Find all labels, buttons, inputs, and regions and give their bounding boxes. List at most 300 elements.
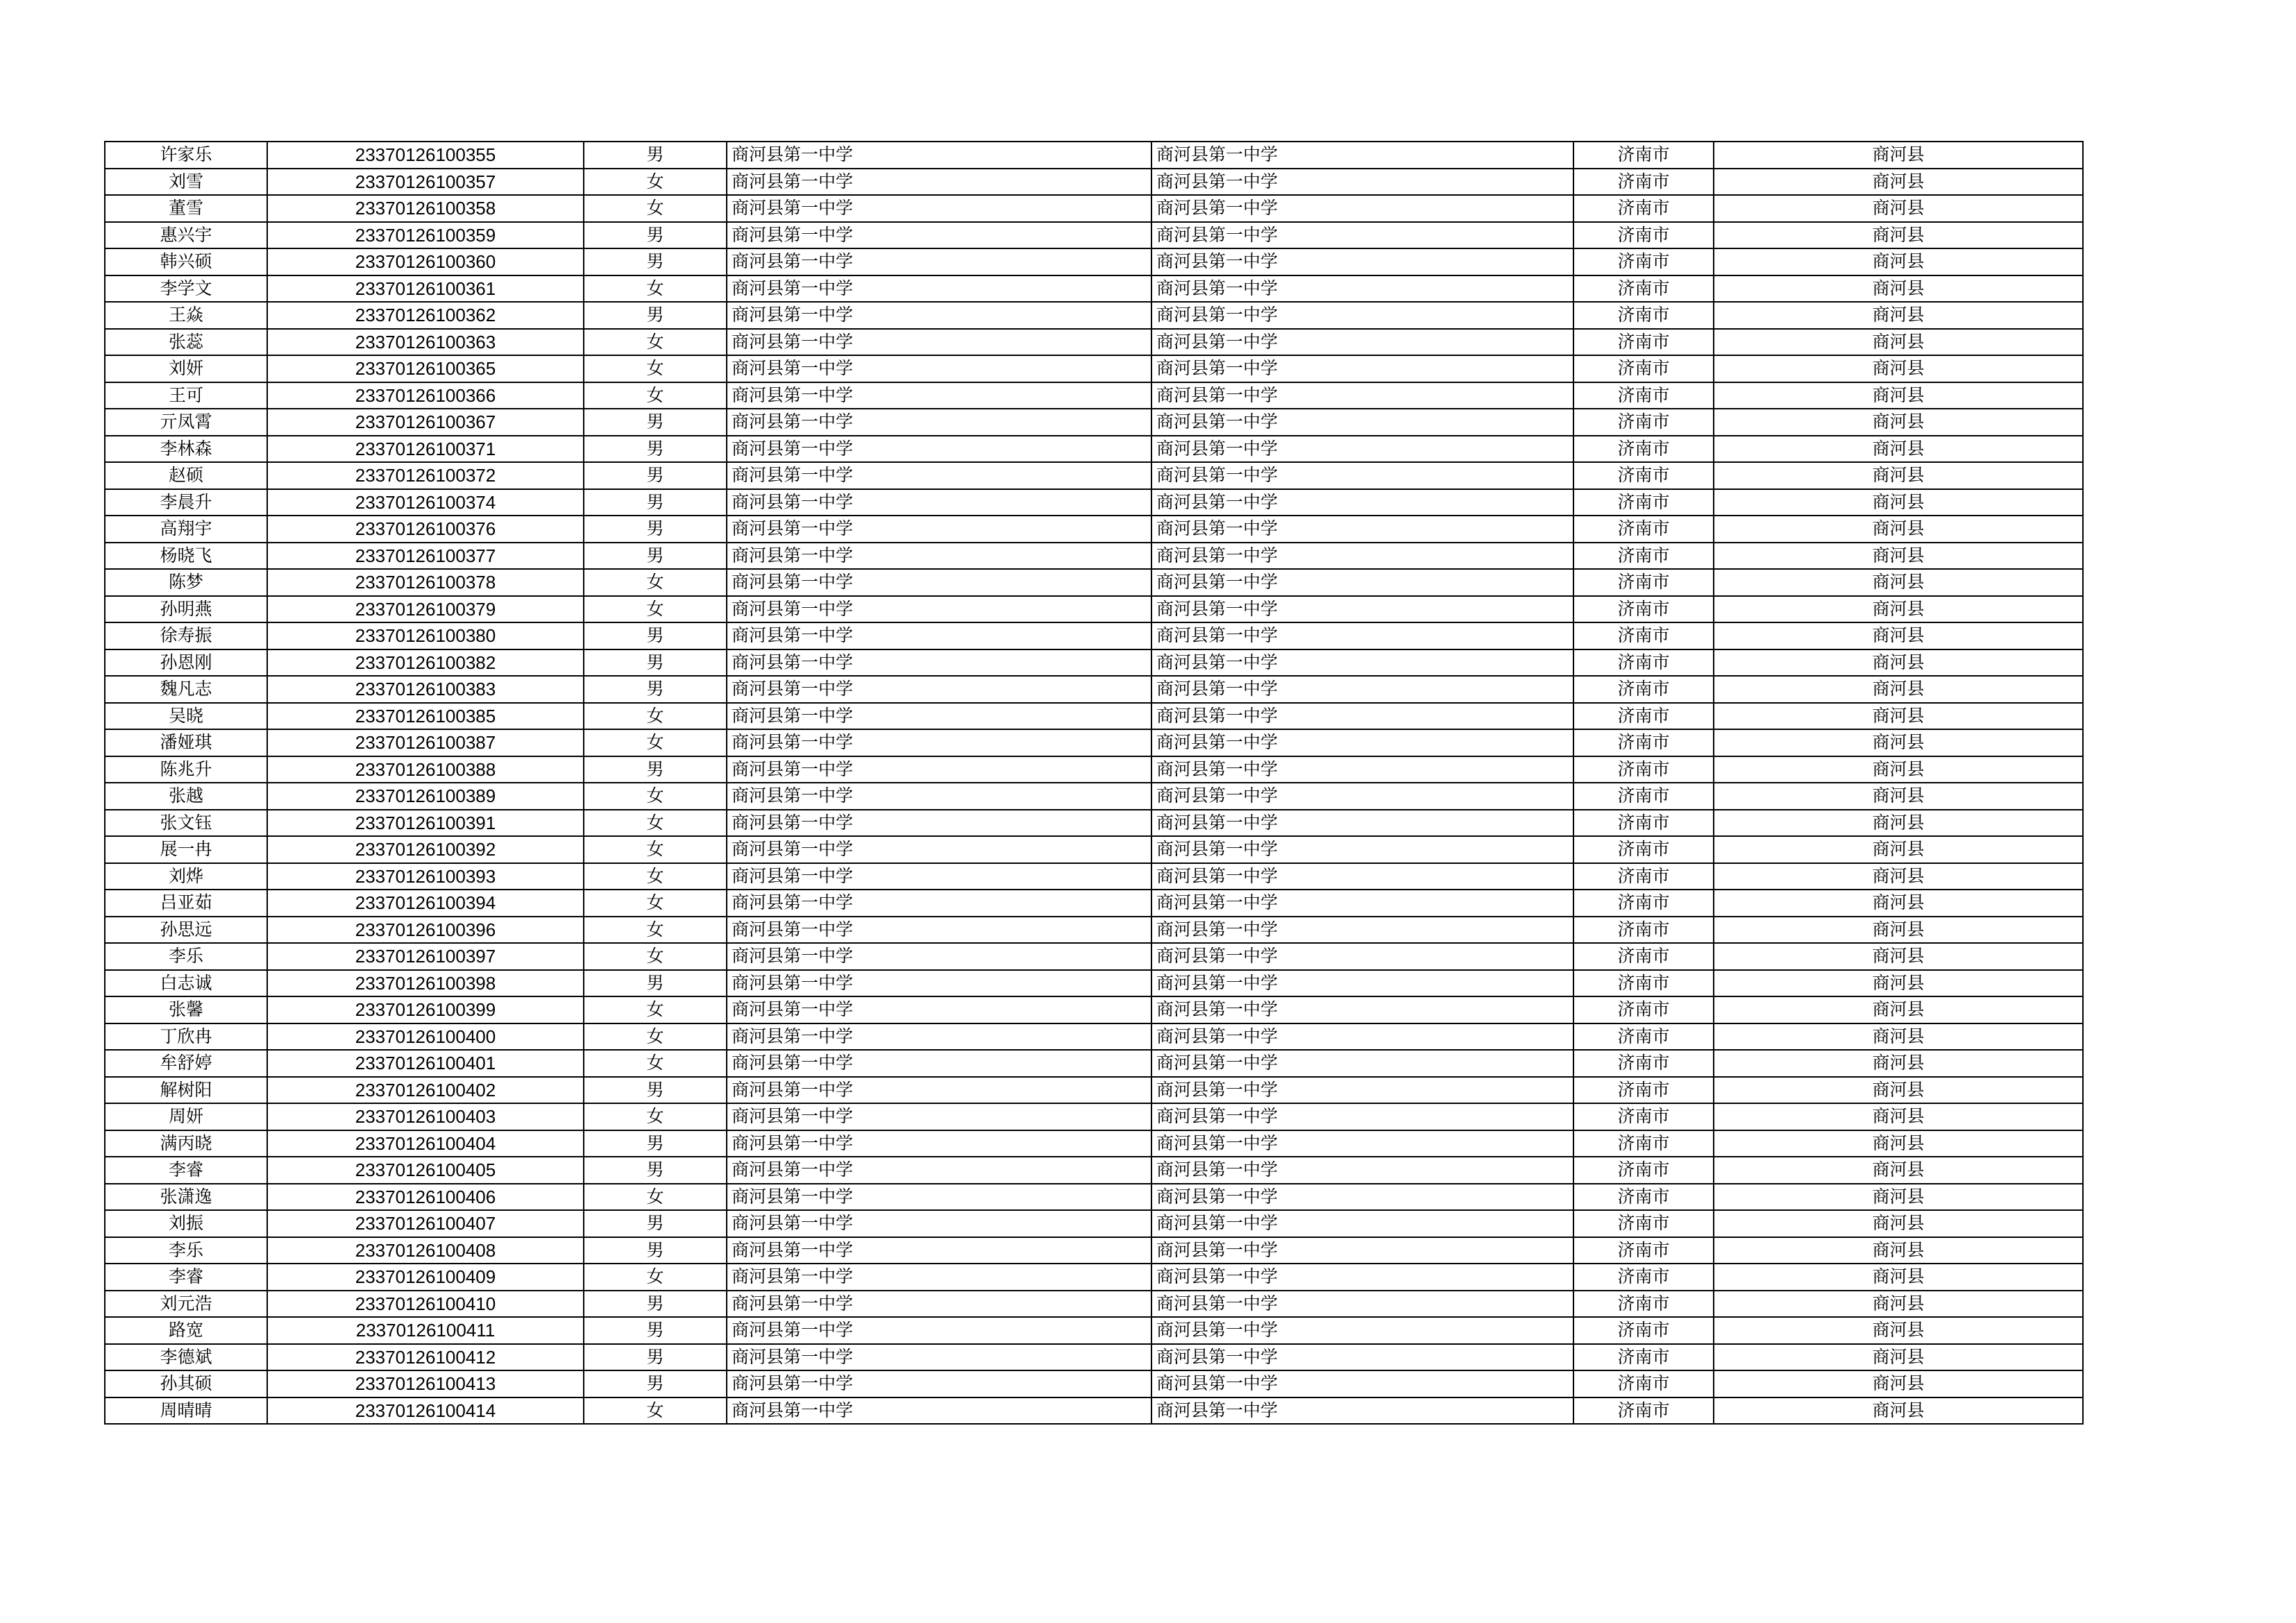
school-cell: 商河县第一中学 (727, 1157, 1151, 1184)
city-cell: 济南市 (1573, 1264, 1714, 1291)
school-cell: 商河县第一中学 (727, 302, 1151, 329)
county-cell: 商河县 (1714, 649, 2083, 677)
table-row (105, 1264, 2083, 1291)
county-cell: 商河县 (1714, 1317, 2083, 1344)
name-cell: 张文钰 (105, 810, 267, 837)
graduation-school-cell: 商河县第一中学 (1151, 810, 1573, 837)
gender-cell: 男 (584, 1157, 727, 1184)
school-cell: 商河县第一中学 (727, 1210, 1151, 1237)
exam-id-cell: 23370126100405 (267, 1157, 584, 1184)
graduation-school-cell: 商河县第一中学 (1151, 1050, 1573, 1077)
name-cell: 张馨 (105, 996, 267, 1023)
gender-cell: 女 (584, 1264, 727, 1291)
gender-cell: 女 (584, 943, 727, 970)
gender-cell: 男 (584, 756, 727, 783)
city-cell: 济南市 (1573, 569, 1714, 596)
county-cell: 商河县 (1714, 409, 2083, 436)
graduation-school-cell: 商河县第一中学 (1151, 1264, 1573, 1291)
exam-id-cell: 23370126100409 (267, 1264, 584, 1291)
school-cell: 商河县第一中学 (727, 436, 1151, 463)
exam-id-cell: 23370126100403 (267, 1103, 584, 1130)
graduation-school-cell: 商河县第一中学 (1151, 943, 1573, 970)
county-cell: 商河县 (1714, 783, 2083, 810)
gender-cell: 男 (584, 1130, 727, 1157)
school-cell: 商河县第一中学 (727, 248, 1151, 275)
city-cell: 济南市 (1573, 703, 1714, 730)
graduation-school-cell: 商河县第一中学 (1151, 756, 1573, 783)
gender-cell: 男 (584, 1237, 727, 1264)
table-row (105, 543, 2083, 570)
graduation-school-cell: 商河县第一中学 (1151, 1370, 1573, 1397)
table-row (105, 703, 2083, 730)
exam-id-cell: 23370126100407 (267, 1210, 584, 1237)
school-cell: 商河县第一中学 (727, 783, 1151, 810)
graduation-school-cell: 商河县第一中学 (1151, 382, 1573, 409)
exam-id-cell: 23370126100391 (267, 810, 584, 837)
city-cell: 济南市 (1573, 543, 1714, 570)
county-cell: 商河县 (1714, 1184, 2083, 1211)
table-row (105, 409, 2083, 436)
table-row (105, 275, 2083, 303)
exam-id-cell: 23370126100380 (267, 622, 584, 649)
graduation-school-cell: 商河县第一中学 (1151, 1130, 1573, 1157)
city-cell: 济南市 (1573, 489, 1714, 516)
graduation-school-cell: 商河县第一中学 (1151, 1157, 1573, 1184)
table-row (105, 1023, 2083, 1051)
city-cell: 济南市 (1573, 836, 1714, 863)
school-cell: 商河县第一中学 (727, 810, 1151, 837)
exam-id-cell: 23370126100400 (267, 1023, 584, 1051)
exam-id-cell: 23370126100412 (267, 1344, 584, 1371)
exam-id-cell: 23370126100359 (267, 222, 584, 249)
name-cell: 孙明燕 (105, 596, 267, 623)
name-cell: 牟舒婷 (105, 1050, 267, 1077)
graduation-school-cell: 商河县第一中学 (1151, 1397, 1573, 1425)
table-row (105, 142, 2083, 169)
school-cell: 商河县第一中学 (727, 275, 1151, 303)
school-cell: 商河县第一中学 (727, 1077, 1151, 1104)
name-cell: 孙思远 (105, 917, 267, 944)
exam-id-cell: 23370126100385 (267, 703, 584, 730)
school-cell: 商河县第一中学 (727, 569, 1151, 596)
graduation-school-cell: 商河县第一中学 (1151, 1103, 1573, 1130)
graduation-school-cell: 商河县第一中学 (1151, 248, 1573, 275)
city-cell: 济南市 (1573, 382, 1714, 409)
city-cell: 济南市 (1573, 996, 1714, 1023)
county-cell: 商河县 (1714, 169, 2083, 196)
exam-id-cell: 23370126100355 (267, 142, 584, 169)
city-cell: 济南市 (1573, 1157, 1714, 1184)
table-row (105, 489, 2083, 516)
school-cell: 商河县第一中学 (727, 1023, 1151, 1051)
name-cell: 李林森 (105, 436, 267, 463)
school-cell: 商河县第一中学 (727, 1264, 1151, 1291)
table-row (105, 1210, 2083, 1237)
gender-cell: 男 (584, 436, 727, 463)
name-cell: 王可 (105, 382, 267, 409)
county-cell: 商河县 (1714, 462, 2083, 489)
exam-id-cell: 23370126100401 (267, 1050, 584, 1077)
table-row (105, 195, 2083, 222)
name-cell: 李德斌 (105, 1344, 267, 1371)
city-cell: 济南市 (1573, 729, 1714, 756)
table-row (105, 222, 2083, 249)
city-cell: 济南市 (1573, 970, 1714, 997)
school-cell: 商河县第一中学 (727, 836, 1151, 863)
table-row (105, 863, 2083, 890)
exam-id-cell: 23370126100392 (267, 836, 584, 863)
graduation-school-cell: 商河县第一中学 (1151, 783, 1573, 810)
graduation-school-cell: 商河县第一中学 (1151, 462, 1573, 489)
school-cell: 商河县第一中学 (727, 1103, 1151, 1130)
city-cell: 济南市 (1573, 302, 1714, 329)
graduation-school-cell: 商河县第一中学 (1151, 1237, 1573, 1264)
county-cell: 商河县 (1714, 1264, 2083, 1291)
exam-id-cell: 23370126100379 (267, 596, 584, 623)
graduation-school-cell: 商河县第一中学 (1151, 436, 1573, 463)
gender-cell: 女 (584, 1103, 727, 1130)
city-cell: 济南市 (1573, 1210, 1714, 1237)
exam-id-cell: 23370126100393 (267, 863, 584, 890)
school-cell: 商河县第一中学 (727, 970, 1151, 997)
city-cell: 济南市 (1573, 275, 1714, 303)
city-cell: 济南市 (1573, 676, 1714, 703)
name-cell: 杨晓飞 (105, 543, 267, 570)
graduation-school-cell: 商河县第一中学 (1151, 729, 1573, 756)
county-cell: 商河县 (1714, 1130, 2083, 1157)
graduation-school-cell: 商河县第一中学 (1151, 1184, 1573, 1211)
name-cell: 李晨升 (105, 489, 267, 516)
city-cell: 济南市 (1573, 1077, 1714, 1104)
county-cell: 商河县 (1714, 1077, 2083, 1104)
exam-id-cell: 23370126100397 (267, 943, 584, 970)
school-cell: 商河县第一中学 (727, 409, 1151, 436)
gender-cell: 女 (584, 569, 727, 596)
exam-id-cell: 23370126100394 (267, 890, 584, 917)
name-cell: 白志诚 (105, 970, 267, 997)
city-cell: 济南市 (1573, 596, 1714, 623)
graduation-school-cell: 商河县第一中学 (1151, 569, 1573, 596)
name-cell: 刘振 (105, 1210, 267, 1237)
table-row (105, 596, 2083, 623)
county-cell: 商河县 (1714, 1157, 2083, 1184)
table-row (105, 729, 2083, 756)
gender-cell: 女 (584, 169, 727, 196)
city-cell: 济南市 (1573, 863, 1714, 890)
gender-cell: 男 (584, 302, 727, 329)
school-cell: 商河县第一中学 (727, 863, 1151, 890)
county-cell: 商河县 (1714, 516, 2083, 543)
school-cell: 商河县第一中学 (727, 649, 1151, 677)
name-cell: 李乐 (105, 1237, 267, 1264)
school-cell: 商河县第一中学 (727, 1370, 1151, 1397)
exam-id-cell: 23370126100404 (267, 1130, 584, 1157)
graduation-school-cell: 商河县第一中学 (1151, 355, 1573, 382)
name-cell: 刘妍 (105, 355, 267, 382)
gender-cell: 男 (584, 1077, 727, 1104)
graduation-school-cell: 商河县第一中学 (1151, 195, 1573, 222)
table-row (105, 970, 2083, 997)
county-cell: 商河县 (1714, 970, 2083, 997)
gender-cell: 女 (584, 275, 727, 303)
table-row (105, 1103, 2083, 1130)
city-cell: 济南市 (1573, 783, 1714, 810)
county-cell: 商河县 (1714, 1023, 2083, 1051)
exam-id-cell: 23370126100372 (267, 462, 584, 489)
table-row (105, 1130, 2083, 1157)
table-row (105, 1157, 2083, 1184)
exam-id-cell: 23370126100367 (267, 409, 584, 436)
county-cell: 商河县 (1714, 729, 2083, 756)
county-cell: 商河县 (1714, 248, 2083, 275)
table-row (105, 382, 2083, 409)
city-cell: 济南市 (1573, 1370, 1714, 1397)
table-row (105, 836, 2083, 863)
exam-id-cell: 23370126100413 (267, 1370, 584, 1397)
table-row (105, 1317, 2083, 1344)
name-cell: 魏凡志 (105, 676, 267, 703)
table-row (105, 676, 2083, 703)
exam-id-cell: 23370126100410 (267, 1291, 584, 1318)
gender-cell: 女 (584, 810, 727, 837)
name-cell: 张蕊 (105, 329, 267, 356)
gender-cell: 女 (584, 329, 727, 356)
gender-cell: 女 (584, 1050, 727, 1077)
table-row (105, 943, 2083, 970)
gender-cell: 男 (584, 543, 727, 570)
exam-id-cell: 23370126100396 (267, 917, 584, 944)
table-row (105, 649, 2083, 677)
city-cell: 济南市 (1573, 810, 1714, 837)
school-cell: 商河县第一中学 (727, 382, 1151, 409)
county-cell: 商河县 (1714, 543, 2083, 570)
graduation-school-cell: 商河县第一中学 (1151, 996, 1573, 1023)
table-row (105, 1397, 2083, 1425)
name-cell: 周晴晴 (105, 1397, 267, 1425)
city-cell: 济南市 (1573, 436, 1714, 463)
graduation-school-cell: 商河县第一中学 (1151, 516, 1573, 543)
table-row (105, 462, 2083, 489)
name-cell: 李睿 (105, 1264, 267, 1291)
name-cell: 孙其硕 (105, 1370, 267, 1397)
city-cell: 济南市 (1573, 195, 1714, 222)
gender-cell: 女 (584, 382, 727, 409)
graduation-school-cell: 商河县第一中学 (1151, 222, 1573, 249)
graduation-school-cell: 商河县第一中学 (1151, 302, 1573, 329)
county-cell: 商河县 (1714, 1103, 2083, 1130)
graduation-school-cell: 商河县第一中学 (1151, 622, 1573, 649)
exam-id-cell: 23370126100374 (267, 489, 584, 516)
name-cell: 董雪 (105, 195, 267, 222)
gender-cell: 男 (584, 462, 727, 489)
graduation-school-cell: 商河县第一中学 (1151, 1077, 1573, 1104)
table-row (105, 1344, 2083, 1371)
county-cell: 商河县 (1714, 195, 2083, 222)
school-cell: 商河县第一中学 (727, 1291, 1151, 1318)
county-cell: 商河县 (1714, 142, 2083, 169)
graduation-school-cell: 商河县第一中学 (1151, 1023, 1573, 1051)
school-cell: 商河县第一中学 (727, 543, 1151, 570)
county-cell: 商河县 (1714, 890, 2083, 917)
exam-id-cell: 23370126100383 (267, 676, 584, 703)
school-cell: 商河县第一中学 (727, 996, 1151, 1023)
school-cell: 商河县第一中学 (727, 1317, 1151, 1344)
gender-cell: 男 (584, 1291, 727, 1318)
city-cell: 济南市 (1573, 1397, 1714, 1425)
name-cell: 吴晓 (105, 703, 267, 730)
table-row (105, 756, 2083, 783)
exam-id-cell: 23370126100382 (267, 649, 584, 677)
county-cell: 商河县 (1714, 917, 2083, 944)
county-cell: 商河县 (1714, 1344, 2083, 1371)
school-cell: 商河县第一中学 (727, 1050, 1151, 1077)
gender-cell: 女 (584, 1023, 727, 1051)
exam-id-cell: 23370126100360 (267, 248, 584, 275)
gender-cell: 男 (584, 1210, 727, 1237)
city-cell: 济南市 (1573, 943, 1714, 970)
county-cell: 商河县 (1714, 996, 2083, 1023)
exam-id-cell: 23370126100361 (267, 275, 584, 303)
school-cell: 商河县第一中学 (727, 729, 1151, 756)
name-cell: 陈梦 (105, 569, 267, 596)
table-row (105, 810, 2083, 837)
name-cell: 陈兆升 (105, 756, 267, 783)
city-cell: 济南市 (1573, 1237, 1714, 1264)
table-row (105, 917, 2083, 944)
table-row (105, 1050, 2083, 1077)
gender-cell: 女 (584, 1184, 727, 1211)
city-cell: 济南市 (1573, 248, 1714, 275)
graduation-school-cell: 商河县第一中学 (1151, 863, 1573, 890)
exam-id-cell: 23370126100378 (267, 569, 584, 596)
county-cell: 商河县 (1714, 355, 2083, 382)
exam-id-cell: 23370126100358 (267, 195, 584, 222)
exam-id-cell: 23370126100377 (267, 543, 584, 570)
name-cell: 孙恩刚 (105, 649, 267, 677)
name-cell: 潘娅琪 (105, 729, 267, 756)
graduation-school-cell: 商河县第一中学 (1151, 649, 1573, 677)
county-cell: 商河县 (1714, 596, 2083, 623)
county-cell: 商河县 (1714, 302, 2083, 329)
county-cell: 商河县 (1714, 1291, 2083, 1318)
gender-cell: 女 (584, 996, 727, 1023)
table-row (105, 783, 2083, 810)
county-cell: 商河县 (1714, 810, 2083, 837)
gender-cell: 女 (584, 836, 727, 863)
exam-id-cell: 23370126100371 (267, 436, 584, 463)
graduation-school-cell: 商河县第一中学 (1151, 275, 1573, 303)
table-row (105, 516, 2083, 543)
table-body (105, 142, 2083, 1424)
school-cell: 商河县第一中学 (727, 329, 1151, 356)
gender-cell: 男 (584, 409, 727, 436)
name-cell: 张越 (105, 783, 267, 810)
exam-id-cell: 23370126100365 (267, 355, 584, 382)
gender-cell: 女 (584, 596, 727, 623)
table-row (105, 1077, 2083, 1104)
city-cell: 济南市 (1573, 462, 1714, 489)
exam-id-cell: 23370126100408 (267, 1237, 584, 1264)
graduation-school-cell: 商河县第一中学 (1151, 543, 1573, 570)
gender-cell: 男 (584, 622, 727, 649)
name-cell: 满丙晓 (105, 1130, 267, 1157)
school-cell: 商河县第一中学 (727, 489, 1151, 516)
exam-id-cell: 23370126100399 (267, 996, 584, 1023)
name-cell: 展一冉 (105, 836, 267, 863)
county-cell: 商河县 (1714, 275, 2083, 303)
gender-cell: 女 (584, 703, 727, 730)
name-cell: 路宽 (105, 1317, 267, 1344)
name-cell: 王焱 (105, 302, 267, 329)
table-row (105, 355, 2083, 382)
exam-id-cell: 23370126100363 (267, 329, 584, 356)
city-cell: 济南市 (1573, 756, 1714, 783)
gender-cell: 男 (584, 1317, 727, 1344)
graduation-school-cell: 商河县第一中学 (1151, 596, 1573, 623)
school-cell: 商河县第一中学 (727, 596, 1151, 623)
gender-cell: 女 (584, 1397, 727, 1425)
city-cell: 济南市 (1573, 1291, 1714, 1318)
city-cell: 济南市 (1573, 1344, 1714, 1371)
graduation-school-cell: 商河县第一中学 (1151, 1317, 1573, 1344)
name-cell: 刘雪 (105, 169, 267, 196)
city-cell: 济南市 (1573, 1130, 1714, 1157)
graduation-school-cell: 商河县第一中学 (1151, 890, 1573, 917)
graduation-school-cell: 商河县第一中学 (1151, 836, 1573, 863)
city-cell: 济南市 (1573, 622, 1714, 649)
table-row (105, 302, 2083, 329)
table-row (105, 1370, 2083, 1397)
gender-cell: 男 (584, 970, 727, 997)
gender-cell: 女 (584, 783, 727, 810)
name-cell: 刘元浩 (105, 1291, 267, 1318)
county-cell: 商河县 (1714, 676, 2083, 703)
table-row (105, 996, 2083, 1023)
school-cell: 商河县第一中学 (727, 462, 1151, 489)
table-row (105, 1237, 2083, 1264)
exam-id-cell: 23370126100376 (267, 516, 584, 543)
city-cell: 济南市 (1573, 222, 1714, 249)
exam-id-cell: 23370126100406 (267, 1184, 584, 1211)
county-cell: 商河县 (1714, 836, 2083, 863)
name-cell: 惠兴宇 (105, 222, 267, 249)
county-cell: 商河县 (1714, 382, 2083, 409)
gender-cell: 男 (584, 649, 727, 677)
student-list-table (104, 141, 2084, 1425)
city-cell: 济南市 (1573, 329, 1714, 356)
name-cell: 解树阳 (105, 1077, 267, 1104)
school-cell: 商河县第一中学 (727, 1344, 1151, 1371)
county-cell: 商河县 (1714, 1237, 2083, 1264)
city-cell: 济南市 (1573, 890, 1714, 917)
graduation-school-cell: 商河县第一中学 (1151, 1210, 1573, 1237)
name-cell: 高翔宇 (105, 516, 267, 543)
table-row (105, 169, 2083, 196)
school-cell: 商河县第一中学 (727, 355, 1151, 382)
exam-id-cell: 23370126100362 (267, 302, 584, 329)
exam-id-cell: 23370126100387 (267, 729, 584, 756)
name-cell: 亓凤霄 (105, 409, 267, 436)
gender-cell: 男 (584, 1344, 727, 1371)
county-cell: 商河县 (1714, 756, 2083, 783)
table-row (105, 890, 2083, 917)
table-row (105, 1184, 2083, 1211)
gender-cell: 女 (584, 355, 727, 382)
city-cell: 济南市 (1573, 1050, 1714, 1077)
name-cell: 韩兴硕 (105, 248, 267, 275)
city-cell: 济南市 (1573, 917, 1714, 944)
exam-id-cell: 23370126100411 (267, 1317, 584, 1344)
